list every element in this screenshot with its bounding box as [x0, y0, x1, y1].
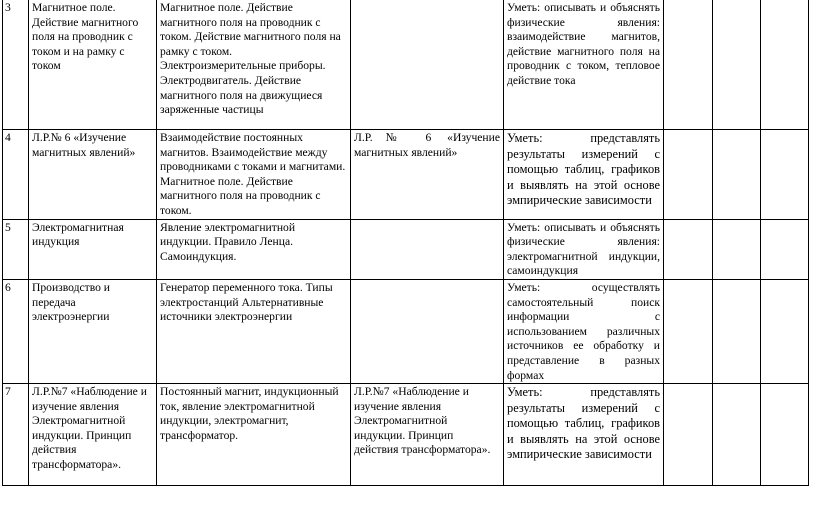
- skills-requirements: Уметь: описывать и объяснять физические явления: взаимодействие магнитов, действие магнитного поля на проводник с током, тепловое действие тока: [504, 0, 664, 130]
- skills-requirements: Уметь: представлять результаты измерений с помощью таблиц, графиков и выявлять на этой основе эмпирические зависимости: [504, 130, 664, 220]
- lesson-topic: Электромагнитная индукция: [29, 219, 157, 279]
- empty-cell: [761, 384, 809, 486]
- lesson-plan-table: [2, 0, 809, 486]
- lab-work: [351, 0, 504, 130]
- skills-requirements: Уметь: осуществлять самостоятельный поиск информации с использованием различных источников ее обработку и представление в разных формах: [504, 279, 664, 383]
- table-row: [3, 279, 809, 383]
- row-number: 3: [3, 0, 29, 130]
- empty-cell: [664, 130, 713, 220]
- table-row: [3, 130, 809, 220]
- empty-cell: [664, 279, 713, 383]
- empty-cell: [713, 0, 761, 130]
- skills-requirements: Уметь: описывать и объяснять физические явления: электромагнитной индукции, самоиндукция: [504, 219, 664, 279]
- row-number: 6: [3, 279, 29, 383]
- empty-cell: [761, 279, 809, 383]
- empty-cell: [713, 384, 761, 486]
- row-number: 4: [3, 130, 29, 220]
- lab-work: [351, 279, 504, 383]
- empty-cell: [664, 384, 713, 486]
- lesson-content: Генератор переменного тока. Типы электростанций Альтернативные источники электроэнергии: [157, 279, 351, 383]
- lesson-content: Магнитное поле. Действие магнитного поля на проводник с током. Действие магнитного поля на рамку с током. Электроизмерительные приборы. Электродвигатель. Действие магнитного поля на движущиеся заряженные частицы: [157, 0, 351, 130]
- skills-requirements: Уметь: представлять результаты измерений с помощью таблиц, графиков и выявлять на этой основе эмпирические зависимости: [504, 384, 664, 486]
- empty-cell: [664, 219, 713, 279]
- lab-work: [351, 219, 504, 279]
- lesson-topic: Л.Р.№7 «Наблюдение и изучение явления Электромагнитной индукции. Принцип действия трансформатора».: [29, 384, 157, 486]
- lesson-content: Постоянный магнит, индукционный ток, явление электромагнитной индукции, электромагнит, трансформатор.: [157, 384, 351, 486]
- empty-cell: [713, 219, 761, 279]
- table-row: [3, 384, 809, 486]
- lesson-topic: Магнитное поле. Действие магнитного поля на проводник с током и на рамку с током: [29, 0, 157, 130]
- row-number: 7: [3, 384, 29, 486]
- table-row: [3, 219, 809, 279]
- lab-work: Л.Р.№7 «Наблюдение и изучение явления Электромагнитной индукции. Принцип действия трансформатора».: [351, 384, 504, 486]
- lesson-content: Взаимодействие постоянных магнитов. Взаимодействие между проводниками с токами и магнитами. Магнитное поле. Действие магнитного поля на проводник с током.: [157, 130, 351, 220]
- empty-cell: [713, 279, 761, 383]
- lesson-topic: Производство и передача электроэнергии: [29, 279, 157, 383]
- empty-cell: [713, 130, 761, 220]
- empty-cell: [761, 0, 809, 130]
- row-number: 5: [3, 219, 29, 279]
- empty-cell: [664, 0, 713, 130]
- lab-work: Л.Р.№ 6 «Изучение магнитных явлений»: [351, 130, 504, 220]
- lesson-content: Явление электромагнитной индукции. Правило Ленца. Самоиндукция.: [157, 219, 351, 279]
- lesson-topic: Л.Р.№ 6 «Изучение магнитных явлений»: [29, 130, 157, 220]
- empty-cell: [761, 130, 809, 220]
- empty-cell: [761, 219, 809, 279]
- table-row: [3, 0, 809, 130]
